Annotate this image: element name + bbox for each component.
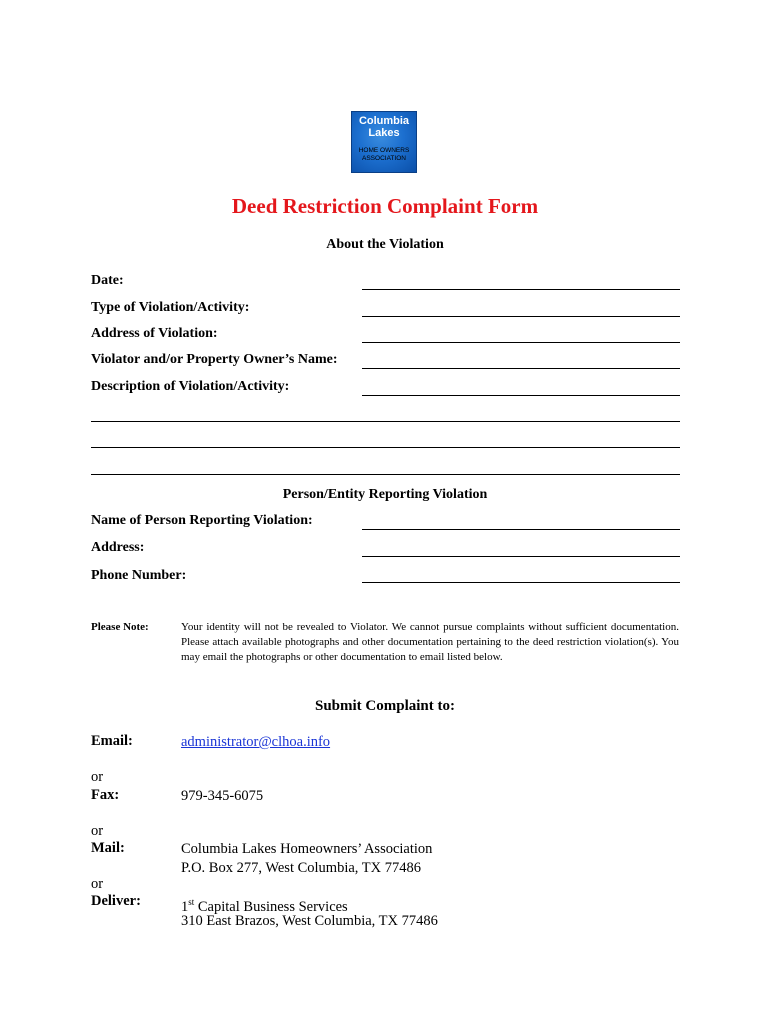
logo-line-1: Columbia	[358, 115, 410, 127]
email-label: Email:	[91, 733, 133, 749]
please-note-label: Please Note:	[91, 621, 149, 633]
description-label: Description of Violation/Activity:	[91, 379, 290, 394]
please-note-text: Your identity will not be revealed to Violator. We cannot pursue complaints without sufficient documentation. Please attach available photographs and other documentation pertaining to the deed restriction violation(s). You may email the photographs or other documentation to email listed below.	[181, 621, 679, 663]
submit-heading: Submit Complaint to:	[314, 698, 456, 714]
columbia-lakes-logo	[351, 111, 417, 173]
deliver-company: Capital Business Services	[194, 898, 348, 915]
reporter-name-line[interactable]	[362, 529, 680, 530]
description-line-4[interactable]	[91, 474, 680, 475]
reporter-name-label: Name of Person Reporting Violation:	[91, 513, 313, 528]
violation-address-label: Address of Violation:	[91, 326, 218, 341]
violation-address-line[interactable]	[362, 342, 680, 343]
violation-type-label: Type of Violation/Activity:	[91, 300, 250, 315]
phone-number-label: Phone Number:	[91, 568, 187, 583]
logo-line-2: Lakes	[368, 127, 400, 139]
logo-line-4: ASSOCIATION	[362, 155, 406, 162]
violator-name-label: Violator and/or Property Owner’s Name:	[91, 352, 338, 367]
reporter-section-heading: Person/Entity Reporting Violation	[282, 487, 488, 502]
violation-type-line[interactable]	[362, 316, 680, 317]
mail-line-1: Columbia Lakes Homeowners’ Association	[181, 841, 433, 857]
description-line-2[interactable]	[91, 421, 680, 422]
violator-name-line[interactable]	[362, 368, 680, 369]
form-title: Deed Restriction Complaint Form	[231, 194, 539, 218]
deliver-label: Deliver:	[91, 893, 141, 909]
or-text-1: or	[91, 769, 104, 785]
reporter-address-label: Address:	[91, 540, 145, 555]
or-text-3: or	[91, 876, 104, 892]
phone-number-line[interactable]	[362, 582, 680, 583]
reporter-address-line[interactable]	[362, 556, 680, 557]
mail-line-2: P.O. Box 277, West Columbia, TX 77486	[181, 860, 421, 876]
email-link[interactable]: administrator@clhoa.info	[181, 734, 331, 750]
deliver-number: 1	[181, 898, 189, 915]
email-value	[181, 733, 330, 752]
or-text-2: or	[91, 823, 104, 839]
date-label: Date:	[91, 273, 124, 288]
deliver-line-2: 310 East Brazos, West Columbia, TX 77486	[181, 913, 438, 929]
fax-label: Fax:	[91, 787, 120, 803]
deliver-ordinal: st	[188, 897, 195, 907]
description-line-3[interactable]	[91, 447, 680, 448]
date-line[interactable]	[362, 289, 680, 290]
logo-line-3: HOME OWNERS	[358, 147, 410, 154]
mail-label: Mail:	[91, 840, 125, 856]
violation-section-heading: About the Violation	[326, 237, 444, 252]
description-line[interactable]	[362, 395, 680, 396]
fax-value: 979-345-6075	[181, 788, 264, 804]
